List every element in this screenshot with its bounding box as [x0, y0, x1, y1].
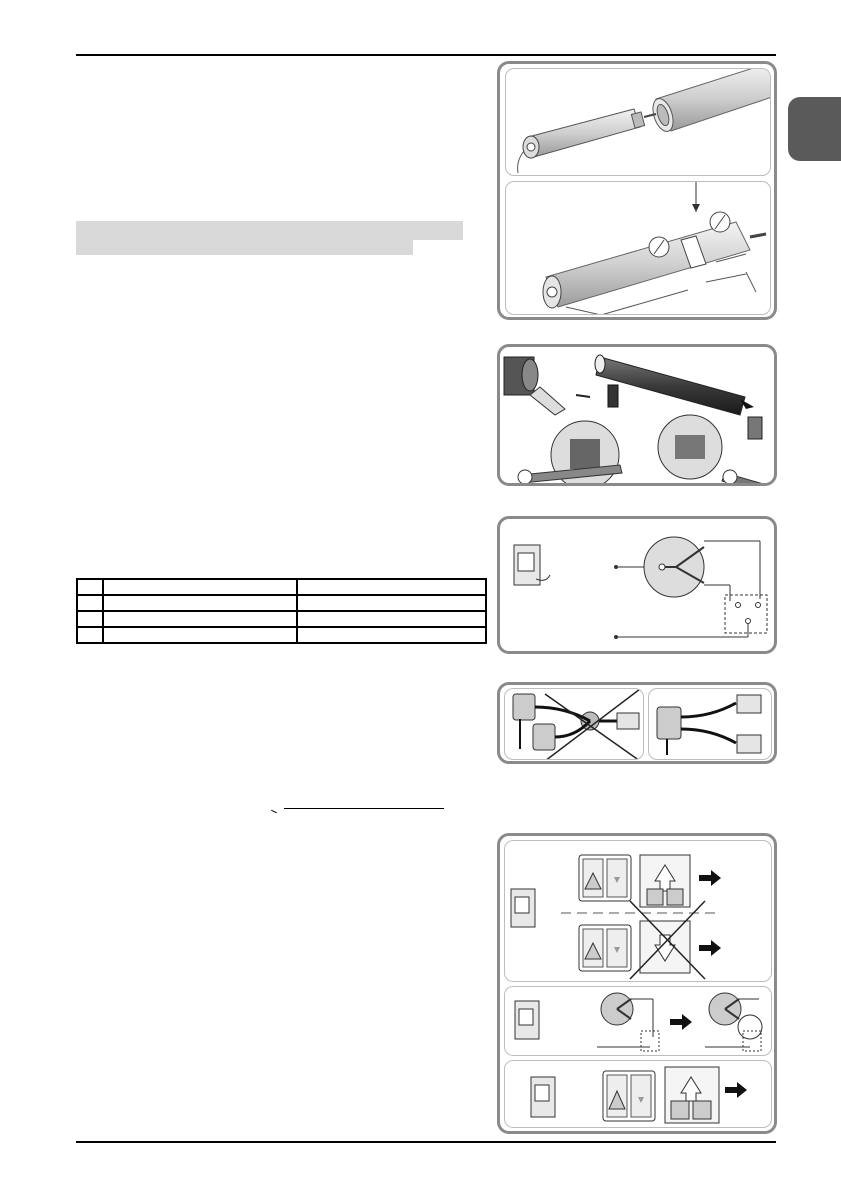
table-cell [297, 579, 486, 595]
figure-direction-confirm [504, 1060, 772, 1128]
parallel-forbidden-drawing [505, 689, 644, 760]
bracket-mounting-drawing [500, 347, 774, 483]
table-row [77, 579, 486, 595]
figure-parallel-connection [497, 682, 777, 764]
figure-direction-check [497, 833, 777, 1134]
table-cell [297, 627, 486, 643]
figure-parallel-allowed [648, 688, 772, 760]
table-cell [297, 595, 486, 611]
motor-fixing-drawing [506, 182, 771, 315]
figure-motor-installation [497, 61, 777, 320]
figure-bracket-mounting [497, 344, 777, 486]
motor-insertion-drawing [506, 69, 771, 176]
figure-motor-insertion [505, 68, 771, 176]
table-row [77, 595, 486, 611]
section-heading-highlight [76, 221, 463, 240]
table-cell [77, 627, 103, 643]
underline-mark [284, 808, 444, 809]
figure-rewire-step [504, 986, 772, 1056]
direction-test-drawing [505, 841, 772, 982]
rewire-step-drawing [505, 987, 772, 1056]
table-cell [103, 595, 297, 611]
table-cell [103, 611, 297, 627]
table-cell [297, 611, 486, 627]
section-heading-highlight-line2 [76, 240, 413, 255]
tick-mark [271, 810, 277, 813]
table-cell [77, 611, 103, 627]
footer-rule [76, 1141, 776, 1143]
direction-confirm-drawing [505, 1061, 772, 1128]
figure-parallel-forbidden [504, 688, 644, 760]
table-row [77, 611, 486, 627]
figure-wiring-diagram [497, 516, 777, 654]
figure-motor-fixing [505, 181, 771, 315]
wiring-diagram-drawing [500, 519, 774, 651]
table-cell [103, 579, 297, 595]
header-rule [76, 54, 776, 56]
table-cell [103, 627, 297, 643]
table-row [77, 627, 486, 643]
table-cell [77, 595, 103, 611]
table-cell [77, 579, 103, 595]
wiring-table [76, 578, 487, 644]
language-tab-marker [788, 97, 841, 161]
figure-direction-test [504, 840, 772, 982]
parallel-allowed-drawing [649, 689, 772, 760]
